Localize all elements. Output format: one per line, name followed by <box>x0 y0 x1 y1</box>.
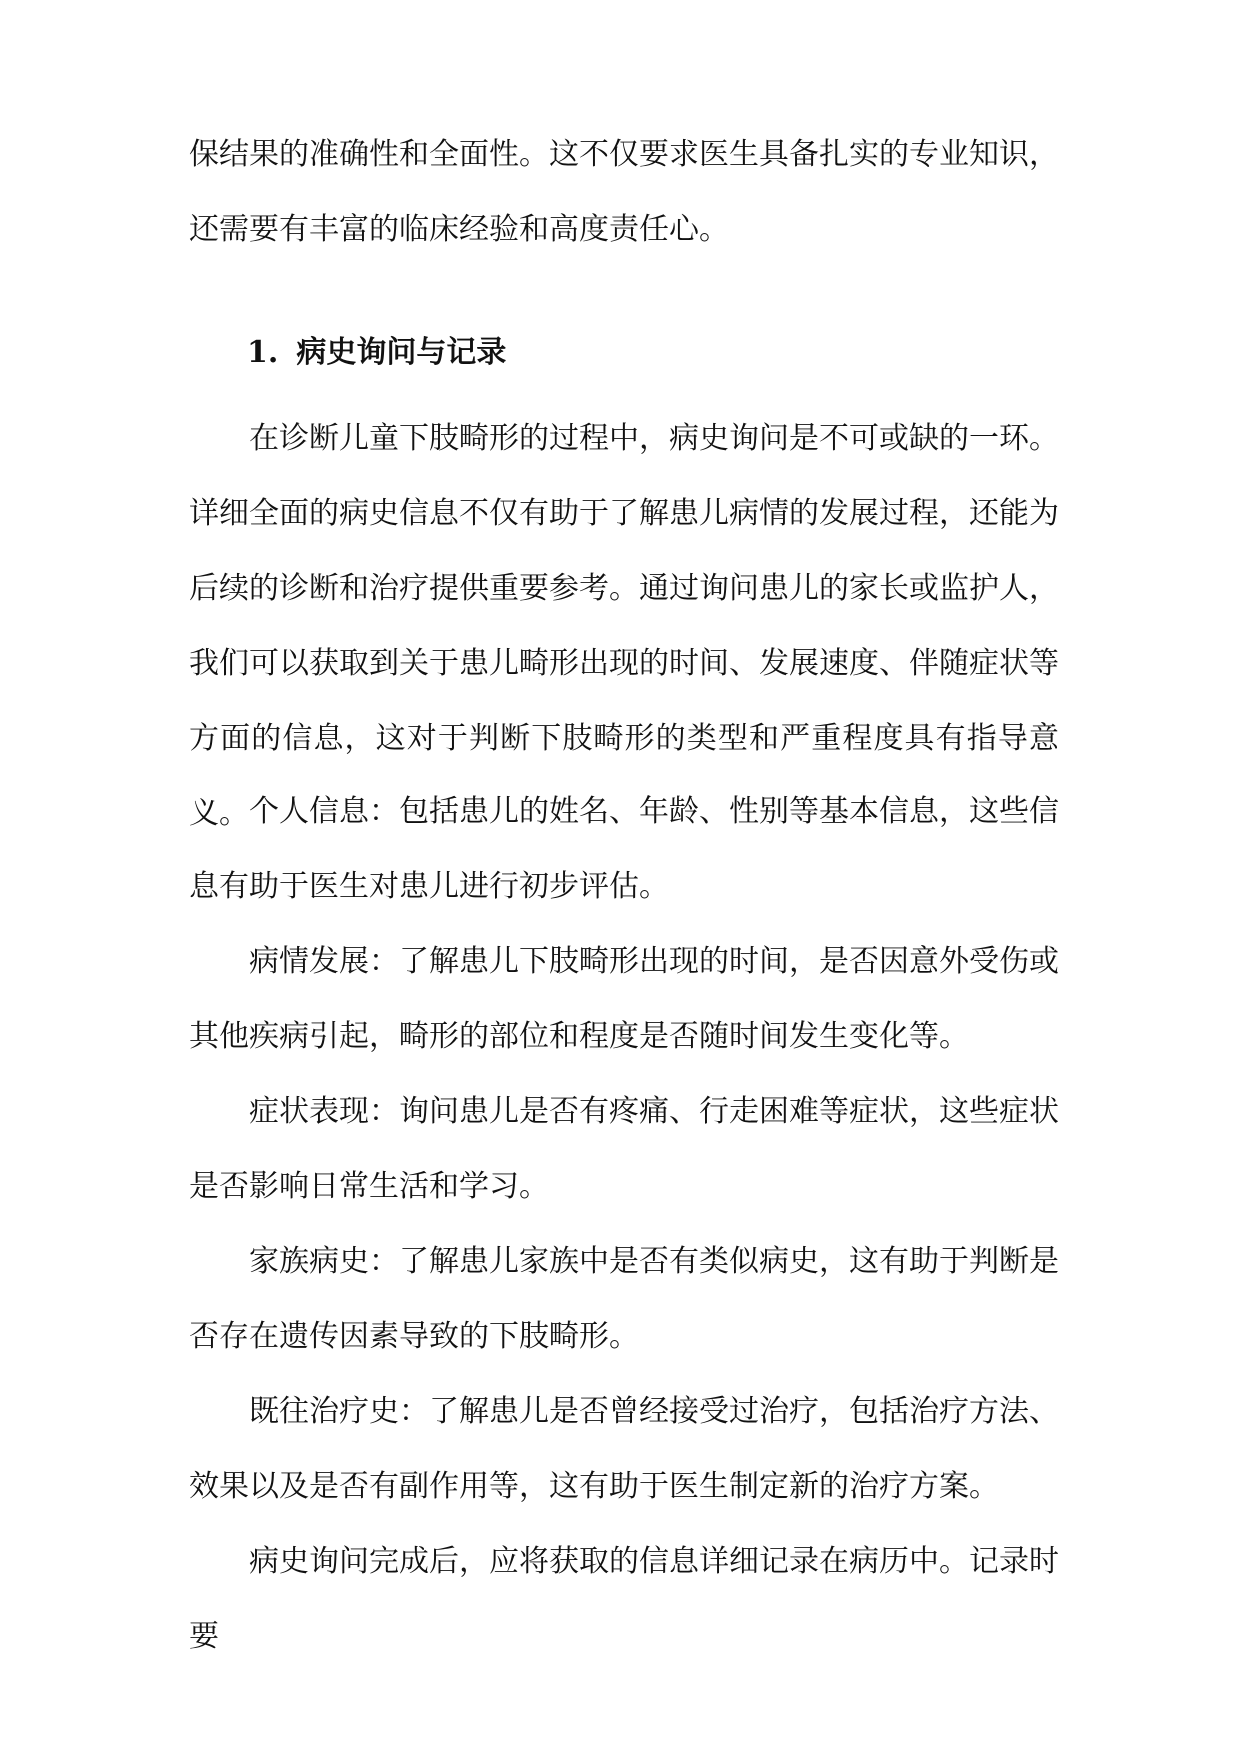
paragraph-disease-progress: 病情发展：了解患儿下肢畸形出现的时间，是否因意外受伤或其他疾病引起，畸形的部位和程度是否随时间发生变化等。 <box>189 944 1059 1054</box>
paragraph-treatment-history: 既往治疗史：了解患儿是否曾经接受过治疗，包括治疗方法、效果以及是否有副作用等，这有助于医生制定新的治疗方案。 <box>189 1394 1059 1504</box>
paragraph-history-intro: 在诊断儿童下肢畸形的过程中，病史询问是不可或缺的一环。详细全面的病史信息不仅有助于了解患儿病情的发展过程，还能为后续的诊断和治疗提供重要参考。通过询问患儿的家长或监护人，我们可以获取到关于患儿畸形出现的时间、发展速度、伴随症状等方面的信息，这对于判断下肢畸形的类型和严重程度具有指导意义。 <box>189 421 1059 831</box>
section-title: 病史询问与记录 <box>296 335 507 370</box>
section-number: 1. <box>247 335 279 370</box>
intro-paragraph: 保结果的准确性和全面性。这不仅要求医生具备扎实的专业知识，还需要有丰富的临床经验和高度责任心。 <box>189 137 1059 247</box>
paragraph-family-history: 家族病史：了解患儿家族中是否有类似病史，这有助于判断是否存在遗传因素导致的下肢畸形。 <box>189 1244 1059 1354</box>
paragraph-personal-info: 个人信息：包括患儿的姓名、年龄、性别等基本信息，这些信息有助于医生对患儿进行初步评估。 <box>189 794 1059 904</box>
paragraph-symptoms: 症状表现：询问患儿是否有疼痛、行走困难等症状，这些症状是否影响日常生活和学习。 <box>189 1094 1059 1204</box>
section-heading <box>247 315 506 390</box>
paragraph-record-keeping: 病史询问完成后，应将获取的信息详细记录在病历中。记录时要 <box>189 1544 1059 1654</box>
